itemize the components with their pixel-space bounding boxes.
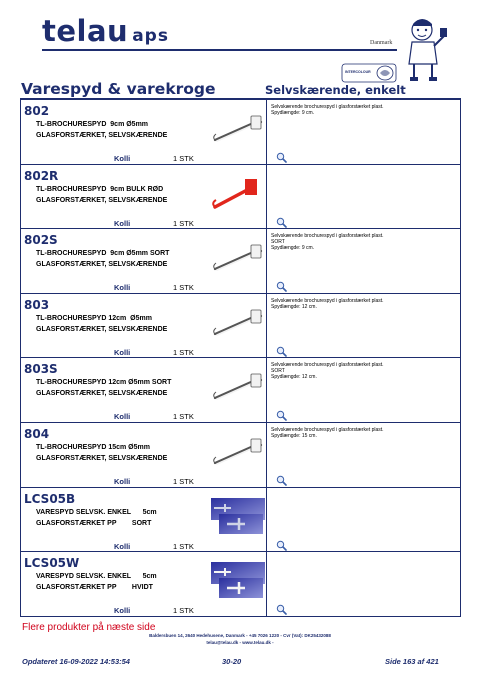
product-name: VARESPYD SELVSK. ENKEL 5cm [36, 508, 157, 516]
product-image [211, 304, 265, 340]
zoom-icon[interactable] [276, 602, 287, 613]
pack-quantity: 1 STK [173, 347, 194, 357]
pack-quantity: 1 STK [173, 606, 194, 616]
kolli-label: Kolli [114, 606, 131, 616]
zoom-icon[interactable] [276, 408, 287, 419]
zoom-icon[interactable] [276, 215, 287, 226]
product-image [211, 498, 265, 534]
product-code: 804 [24, 426, 50, 441]
product-description: Selvskærende brochurespyd i glasforstærket plast. SORT Spydlængde: 12 cm. [271, 362, 384, 381]
zoom-icon[interactable] [276, 473, 287, 484]
product-code: 802R [24, 168, 59, 183]
product-code: LCS05W [24, 556, 80, 571]
badge-label: INTERCOLOUR [345, 70, 371, 74]
product-image [211, 239, 265, 275]
kolli-label: Kolli [114, 347, 131, 357]
product-code: 803 [24, 297, 50, 312]
product-description: Selvskærende brochurespyd i glasforstærket plast. Spydlængde: 12 cm. [271, 297, 384, 310]
product-row [20, 229, 461, 294]
kolli-label: Kolli [114, 218, 131, 228]
zoom-icon[interactable] [276, 344, 287, 355]
product-row [20, 100, 461, 165]
product-material: GLASFORSTÆRKET, SELVSKÆRENDE [36, 196, 168, 204]
product-info-cell [21, 165, 267, 229]
logo-suffix: aps [132, 26, 169, 46]
product-row [20, 488, 461, 553]
pack-quantity: 1 STK [173, 283, 194, 293]
product-row [20, 552, 461, 617]
product-list [20, 100, 461, 617]
kolli-label: Kolli [114, 283, 131, 293]
pack-quantity: 1 STK [173, 218, 194, 228]
zoom-icon[interactable] [276, 538, 287, 549]
pack-quantity: 1 STK [173, 476, 194, 486]
product-info-cell [21, 488, 267, 552]
product-name: TL-BROCHURESPYD 9cm BULK RØD [36, 185, 164, 193]
product-name: TL-BROCHURESPYD 9cm Ø5mm [36, 121, 149, 128]
product-description: Selvskærende brochurespyd i glasforstærket plast. SORT Spydlængde: 9 cm. [271, 233, 384, 252]
pack-quantity: 1 STK [173, 541, 194, 551]
product-info-cell [21, 552, 267, 616]
product-image [211, 562, 265, 598]
more-products-notice: Flere produkter på næste side [22, 622, 156, 633]
product-image [211, 175, 265, 211]
product-info-cell [21, 229, 267, 293]
page-title: Varespyd & varekroge [21, 80, 216, 98]
logo-divider [42, 49, 397, 51]
product-row [20, 165, 461, 230]
product-name: TL-BROCHURESPYD 9cm Ø5mm SORT [36, 250, 170, 258]
zoom-icon[interactable] [276, 150, 287, 161]
pack-quantity: 1 STK [173, 412, 194, 422]
zoom-icon[interactable] [276, 279, 287, 290]
product-material: GLASFORSTÆRKET PP HVIDT [36, 584, 153, 592]
product-name: TL-BROCHURESPYD 15cm Ø5mm [36, 443, 150, 451]
product-material: GLASFORSTÆRKET, SELVSKÆRENDE [36, 325, 168, 333]
kolli-label: Kolli [114, 476, 131, 486]
page-number: Side 163 af 421 [385, 657, 439, 666]
product-material: GLASFORSTÆRKET, SELVSKÆRENDE [36, 390, 168, 398]
product-name: VARESPYD SELVSK. ENKEL 5cm [36, 573, 157, 581]
pack-quantity: 1 STK [173, 154, 194, 163]
product-name: TL-BROCHURESPYD 12cm Ø5mm [36, 314, 152, 322]
product-code: 803S [24, 362, 58, 377]
company-address: Baldersbuen 14, 2640 Hedehusene, Danmark - +45 7026 1220 - Cvr (Vat): DK25432088 [149, 633, 331, 638]
product-description: Selvskærende brochurespyd i glasforstærket plast. Spydlængde: 15 cm. [271, 426, 384, 439]
product-info-cell [21, 100, 267, 164]
product-info-cell [21, 358, 267, 422]
product-info-cell [21, 423, 267, 487]
product-image [211, 433, 265, 469]
mascot-illustration [402, 16, 448, 82]
updated-timestamp: Opdateret 16-09-2022 14:53:54 [22, 657, 130, 666]
kolli-label: Kolli [114, 412, 131, 422]
telau-logo [42, 14, 169, 48]
product-code: LCS05B [24, 491, 76, 506]
product-name: TL-BROCHURESPYD 12cm Ø5mm SORT [36, 379, 172, 387]
product-description: Selvskærende brochurespyd i glasforstærket plast. Spydlængde: 9 cm. [271, 104, 384, 116]
kolli-label: Kolli [114, 154, 131, 163]
product-row [20, 294, 461, 359]
product-material: GLASFORSTÆRKET, SELVSKÆRENDE [36, 261, 168, 269]
page-subtitle: Selvskærende, enkelt [265, 83, 406, 97]
section-number: 30-20 [222, 657, 242, 666]
product-row [20, 358, 461, 423]
country-label: Danmark [370, 40, 393, 46]
product-image [211, 110, 265, 146]
product-image [211, 368, 265, 404]
product-material: GLASFORSTÆRKET PP SORT [36, 519, 152, 527]
product-code: 802 [24, 104, 50, 118]
product-material: GLASFORSTÆRKET, SELVSKÆRENDE [36, 454, 168, 462]
product-info-cell [21, 294, 267, 358]
company-contact: telau@telau.dk - www.telau.dk - [206, 640, 274, 645]
product-material: GLASFORSTÆRKET, SELVSKÆRENDE [36, 132, 168, 139]
kolli-label: Kolli [114, 541, 131, 551]
product-code: 802S [24, 233, 58, 248]
product-row [20, 423, 461, 488]
logo-main: telau [42, 14, 129, 48]
